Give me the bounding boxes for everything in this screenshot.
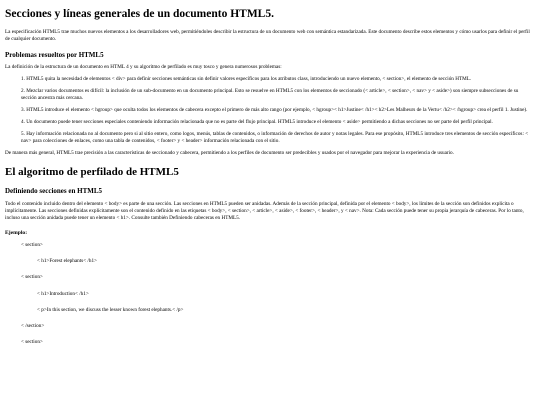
code-line: < h1>Introduction< /h1>: [37, 290, 89, 297]
problems-heading: Problemas resueltos por HTML5: [5, 50, 104, 59]
code-line: < h1>Forest elephants< /h1>: [37, 258, 97, 265]
code-line: < p>In this section, we discuss the lesser known forest elephants.< /p>: [37, 306, 184, 313]
code-line: < section>: [21, 241, 43, 248]
example-label: Ejemplo:: [5, 229, 28, 236]
conclusion-paragraph: De manera más general, HTML5 trae precisión a las características de seccionado y cabecera, permitiendo a los perfiles de documento ser predecibles y usados por el navegador para mejorar la experiencia de usuario.: [5, 150, 454, 157]
page-title: Secciones y líneas generales de un documento HTML5.: [5, 8, 274, 20]
problem-item: 2. Mezclar varios documentos es difícil: la inclusión de un sub-documento en un documento principal. Esto se resuelve en HTML5 con los elementos de seccionado (< article>, < section>, < nav> y < aside>) son siempre subsecciones de su sección ancestra más cercana.: [21, 88, 519, 102]
problems-intro: La definición de la estructura de un documento en HTML 4 y su algoritmo de perfilado es muy tosco y genera numerosos problemas:: [5, 64, 282, 71]
problems-list: [5, 76, 535, 145]
problem-item: 1. HTML5 quita la necesidad de elementos < div> para definir secciones semánticas sin definir valores específicos para los atributos class, introduciendo un nuevo elemento, < section>, el elemento de sección HTML.: [21, 76, 472, 83]
code-line: < section>: [21, 274, 43, 281]
intro-paragraph: La especificación HTML5 trae muchos nuevos elementos a los desarrolladores web, permitiéndoles describir la estructura de un documento web con semántica estandarizada. Este documento describe estos elementos y cómo usarlos para definir el perfil de cualquier documento.: [5, 28, 530, 42]
problem-item: 4. Un documento puede tener secciones especiales conteniendo información relacionada que no es parte del flujo principal. HTML5 introduce el elemento < aside> permitiendo a dichas secciones no ser parte del perfil principal.: [21, 119, 493, 126]
algorithm-heading: El algoritmo de perfilado de HTML5: [5, 166, 179, 179]
problem-item: 3. HTML5 introduce el elemento < hgroup> que oculta todos los elementos de cabecera excepto el primero de más alto rango (por ejemplo, < hgroup>< h1>Justine< /h1>< h2>Les Malheurs de la Vertu< /h2>< /hgroup> crea el perfil 1. Justine).: [21, 107, 528, 114]
code-line: < /section>: [21, 323, 45, 330]
defining-heading: Definiendo secciones en HTML5: [5, 186, 103, 195]
defining-paragraph: Todo el contenido incluido dentro del elemento < body> es parte de una sección. Las secciones en HTML5 pueden ser anidadas. Además de la sección principal, definida por el elemento < body>, los límites de la sección son definidos explícita o implícitamente. Las secciones definidas explícitamente son el contenido definido en las etiquetas < body>, < section>, < article>, < aside>, < footer>, < header>, y < nav>. Nota: Cada sección puede tener su propia jerarquía de cabeceras. Por lo tanto, incluso una sección anidada puede tener un elemento < h1>. Consulte también Definiendo cabeceras en HTML5.: [5, 200, 524, 221]
code-line: < section>: [21, 339, 43, 346]
problem-item: 5. Hay información relacionada no al documento pero si al sitio entero, como logos, menús, tablas de contenidos, o información de derechos de autor y notas legales. Para ese propósito, HTML5 introduce tres elementos de sección específicos: < nav> para colecciones de enlaces, como una tabla de contenidos, < footer> y < header> información relacionada con el sitio.: [21, 131, 529, 145]
